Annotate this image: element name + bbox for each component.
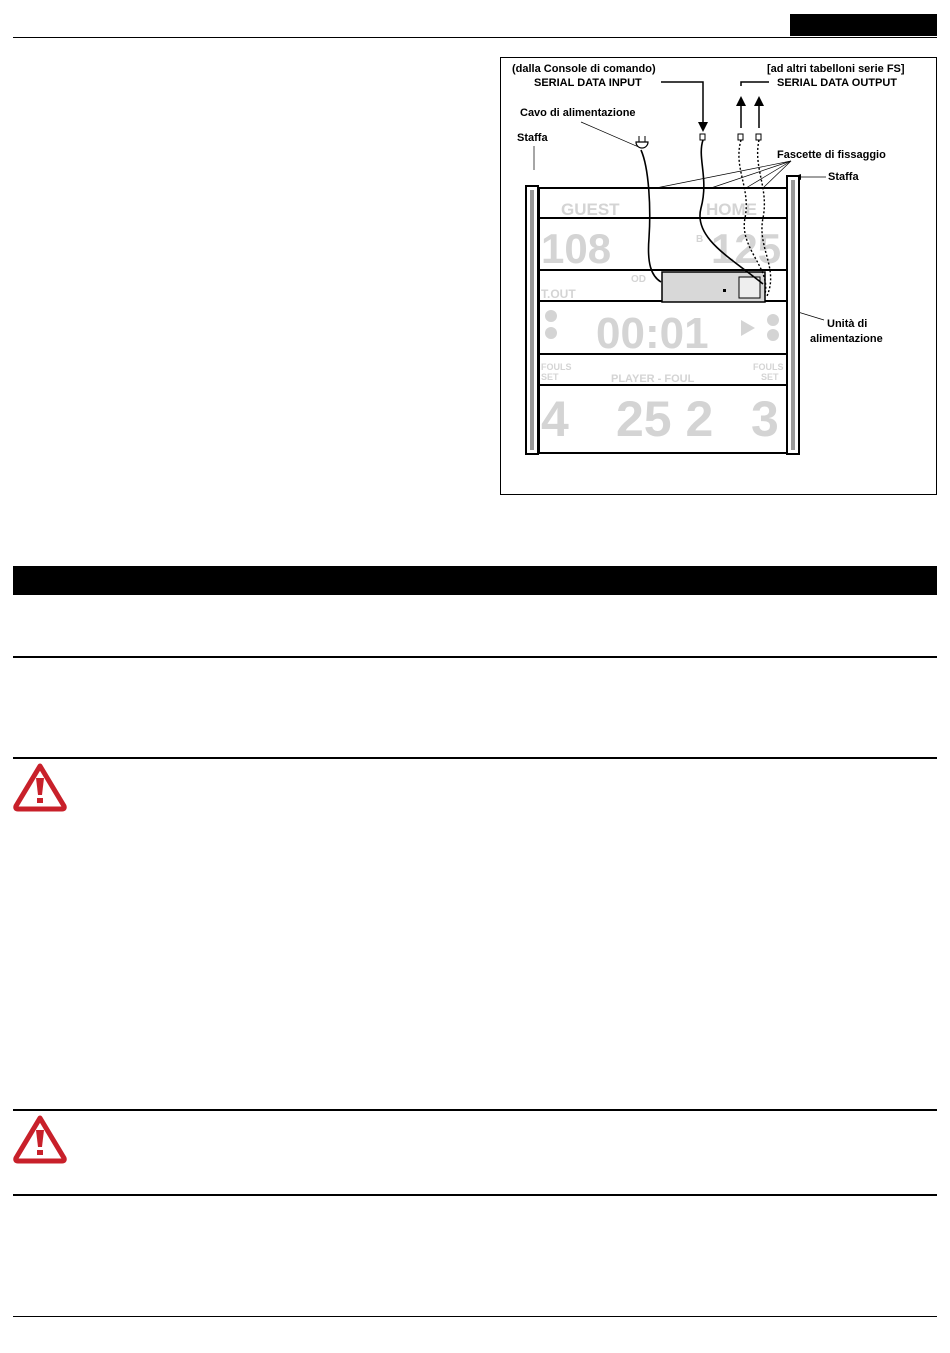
panel-score-right: 125 (711, 225, 782, 272)
rule-1 (13, 656, 937, 658)
wiring-diagram-svg (501, 58, 938, 496)
serial-output-arrows (736, 82, 769, 128)
label-power-unit-1: Unità di (827, 318, 868, 330)
panel-guest: GUEST (561, 200, 620, 219)
panel-clock: 00:01 (596, 309, 709, 358)
label-power-cable: Cavo di alimentazione (520, 107, 636, 119)
panel-set-left: SET (541, 372, 559, 382)
header-tab (790, 14, 937, 36)
label-other-boards: [ad altri tabelloni serie FS] (767, 63, 905, 75)
panel-fouls-right: FOULS (753, 362, 784, 372)
panel-row-right: 3 (751, 391, 779, 447)
panel-row-mid: 25 2 (616, 391, 714, 447)
label-bracket-left: Staffa (517, 132, 548, 144)
label-console: (dalla Console di comando) (512, 63, 656, 75)
scoreboard (539, 188, 791, 453)
panel-row-left: 4 (541, 391, 569, 447)
label-power-unit-2: alimentazione (810, 333, 883, 345)
label-ties: Fascette di fissaggio (777, 149, 886, 161)
panel-bonus: B (696, 234, 704, 245)
label-serial-output: SERIAL DATA OUTPUT (777, 77, 897, 89)
serial-input-arrow (661, 82, 708, 132)
panel-player-foul: PLAYER - FOUL (611, 373, 695, 385)
panel-set-right: SET (761, 372, 779, 382)
panel-period: OD (631, 274, 646, 285)
footer-rule (13, 1316, 937, 1317)
panel-score-left: 108 (541, 225, 612, 272)
wiring-diagram (500, 57, 937, 495)
panel-home: HOME (706, 200, 757, 219)
panel-tout: T.OUT (541, 287, 576, 301)
panel-fouls-left: FOULS (541, 362, 572, 372)
section-band (13, 566, 937, 595)
warning-triangle-icon (12, 762, 68, 812)
warning-triangle-icon (12, 1114, 68, 1164)
label-serial-input: SERIAL DATA INPUT (534, 77, 642, 89)
plug-icon (636, 136, 648, 148)
rule-2 (13, 757, 937, 759)
header-rule (13, 37, 937, 38)
label-bracket-right: Staffa (828, 171, 859, 183)
rule-3 (13, 1109, 937, 1111)
rule-4 (13, 1194, 937, 1196)
